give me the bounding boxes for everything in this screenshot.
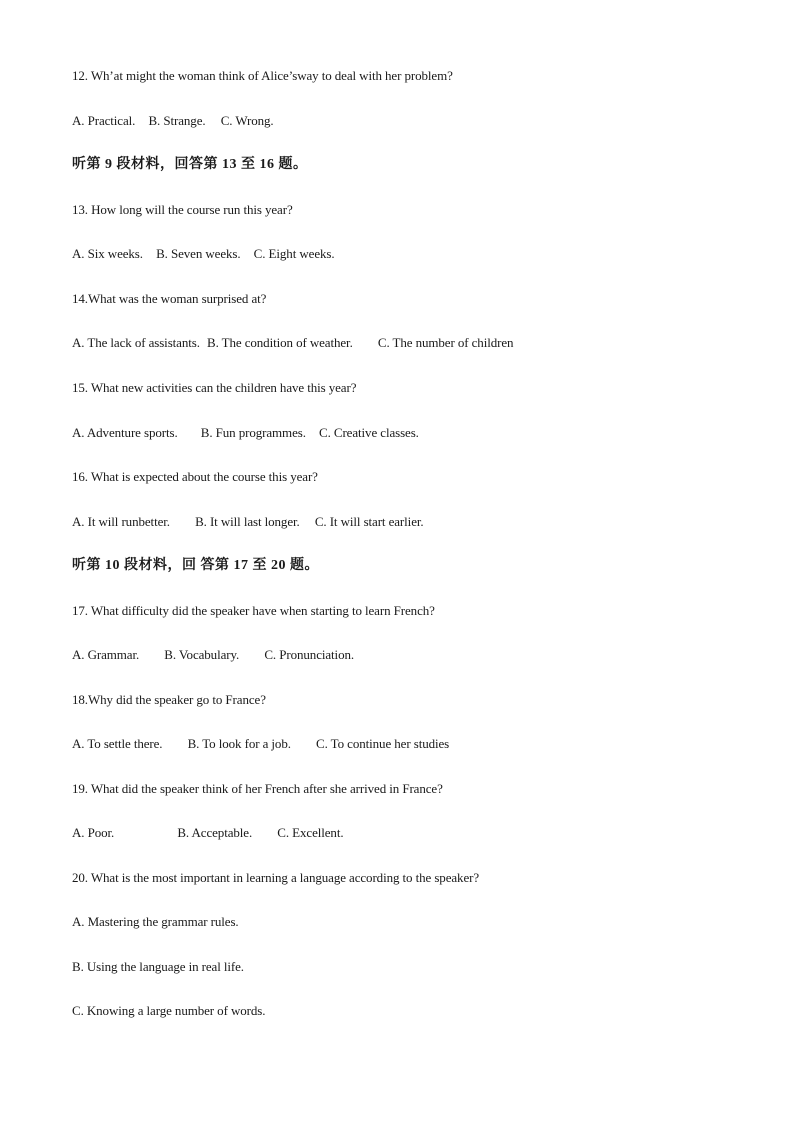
question-17-options [72, 647, 354, 663]
question-20: 20. What is the most important in learning a language according to the speaker? [72, 870, 480, 885]
option-c: C. Creative classes. [319, 425, 419, 440]
question-17: 17. What difficulty did the speaker have when starting to learn French? [72, 603, 435, 618]
option-c: C. The number of children [377, 335, 514, 350]
option-a: A. Practical. [72, 113, 136, 128]
question-20-option-a: A. Mastering the grammar rules. [72, 914, 239, 929]
option-b: B. The condition of weather. [207, 335, 353, 350]
question-13: 13. How long will the course run this year? [72, 202, 293, 217]
option-b: B. It will last longer. [195, 514, 300, 529]
option-a: A. It will runbetter. [72, 514, 170, 529]
option-b: B. To look for a job. [187, 736, 291, 751]
option-c: C. Wrong. [220, 113, 274, 128]
question-16: 16. What is expected about the course this year? [72, 469, 318, 484]
option-b: B. Strange. [148, 113, 206, 128]
question-13-options [72, 246, 335, 262]
option-a: A. Adventure sports. [72, 425, 178, 440]
option-a: A. Grammar. [72, 647, 140, 662]
option-c: C. Eight weeks. [253, 246, 335, 261]
question-14-options [72, 335, 513, 351]
question-12-options [72, 113, 274, 129]
question-15-options [72, 425, 419, 441]
option-c: C. Excellent. [277, 825, 344, 840]
option-b: B. Vocabulary. [164, 647, 240, 662]
option-b: B. Fun programmes. [200, 425, 306, 440]
question-16-options [72, 514, 424, 530]
section-heading-9: 听第 9 段材料，回答第 13 至 16 题。 [72, 157, 308, 172]
question-14: 14.What was the woman surprised at? [72, 291, 267, 306]
option-b: B. Seven weeks. [156, 246, 241, 261]
question-18-options [72, 736, 449, 752]
section-heading-10: 听第 10 段材料，回 答第 17 至 20 题。 [72, 558, 319, 573]
question-18: 18.Why did the speaker go to France? [72, 692, 266, 707]
option-a: A. To settle there. [72, 736, 163, 751]
option-a: A. Poor. [72, 825, 115, 840]
question-20-option-c: C. Knowing a large number of words. [72, 1003, 266, 1018]
option-b: B. Acceptable. [177, 825, 253, 840]
option-a: A. Six weeks. [72, 246, 143, 261]
option-c: C. It will start earlier. [314, 514, 424, 529]
option-c: C. To continue her studies [316, 736, 450, 751]
question-19: 19. What did the speaker think of her French after she arrived in France? [72, 781, 443, 796]
question-19-options [72, 825, 344, 841]
question-12: 12. Wh’at might the woman think of Alice’sway to deal with her problem? [72, 68, 453, 83]
option-a: A. The lack of assistants. [72, 335, 200, 350]
question-20-option-b: B. Using the language in real life. [72, 959, 244, 974]
option-c: C. Pronunciation. [264, 647, 355, 662]
question-15: 15. What new activities can the children have this year? [72, 380, 357, 395]
